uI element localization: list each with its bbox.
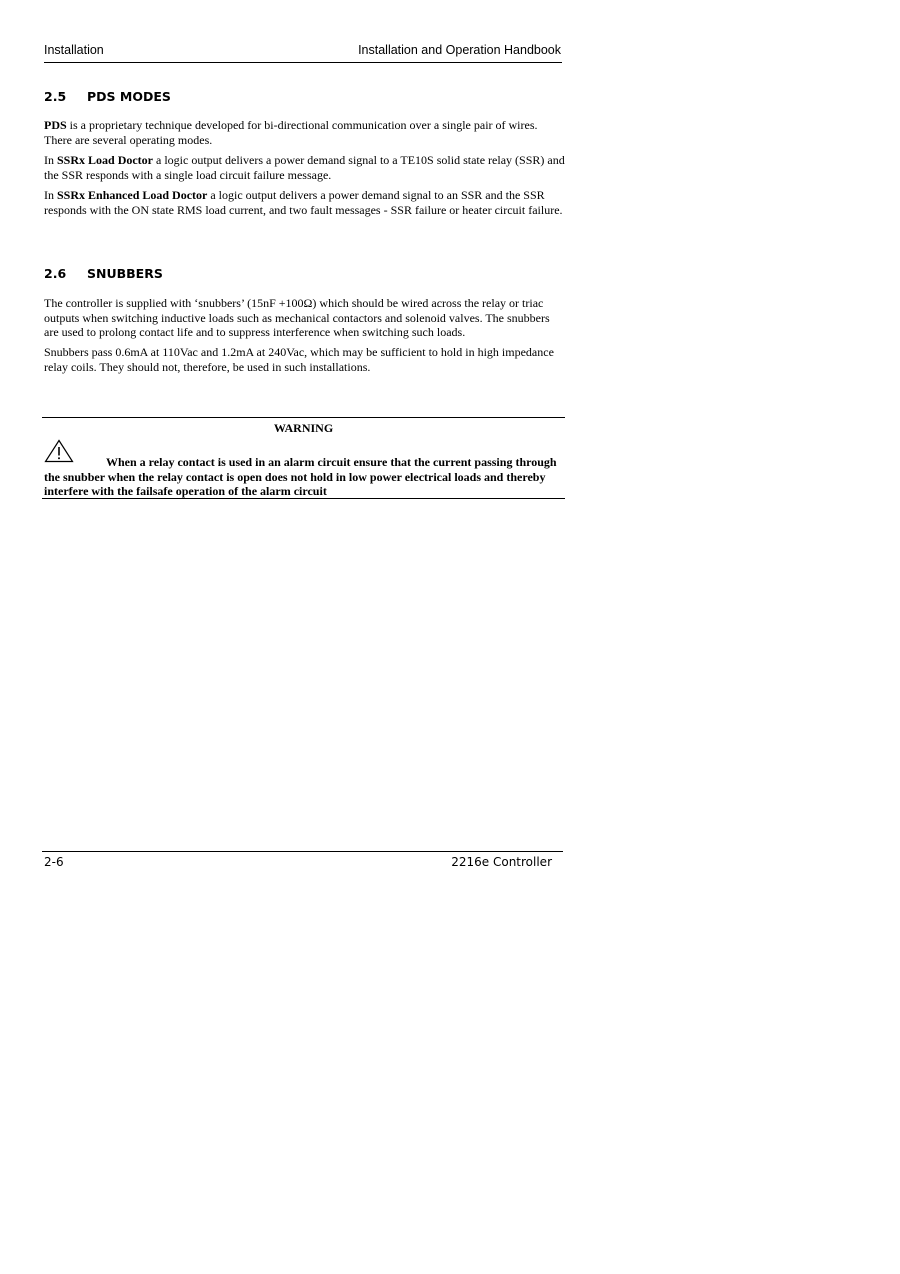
warning-bottom-rule — [42, 498, 565, 499]
ssrx-load-doctor-term: SSRx Load Doctor — [57, 153, 154, 167]
pds-paragraph-2 — [44, 153, 566, 182]
pds-paragraph-2-prefix: In — [44, 153, 57, 167]
warning-text-body: When a relay contact is used in an alarm circuit ensure that the current passing through the snubber when the relay contact is open does not hold in low power electrical loads and thereby interfere with the failsafe operation of the alarm circuit — [44, 455, 557, 499]
ssrx-enhanced-load-doctor-term: SSRx Enhanced Load Doctor — [57, 188, 208, 202]
section-title: SNUBBERS — [87, 266, 163, 281]
header-right-text: Installation and Operation Handbook — [358, 43, 561, 57]
header-left-text: Installation — [44, 43, 104, 57]
pds-paragraph-1-text: is a proprietary technique developed for bi-directional communication over a single pair of wires. There are several operating modes. — [44, 118, 538, 147]
warning-title: WARNING — [273, 421, 334, 435]
footer-product-name: 2216e Controller — [451, 855, 552, 869]
warning-top-rule — [42, 417, 565, 418]
pds-paragraph-3-prefix: In — [44, 188, 57, 202]
pds-paragraph-1 — [44, 118, 566, 147]
snubbers-paragraph-2: Snubbers pass 0.6mA at 110Vac and 1.2mA at 240Vac, which may be sufficient to hold in high impedance relay coils. They should not, therefore, be used in such installations. — [44, 345, 554, 374]
section-title: PDS MODES — [87, 89, 171, 104]
section-number: 2.6 — [44, 266, 67, 281]
section-number: 2.5 — [44, 89, 67, 104]
section-heading-snubbers — [44, 266, 163, 281]
footer-rule — [42, 851, 563, 852]
pds-paragraph-3-text: a logic output delivers a power demand signal to an SSR and the SSR responds with the ON state RMS load current, and two fault messages - SSR failure or heater circuit failure. — [44, 188, 563, 217]
section-heading-pds — [44, 89, 171, 104]
pds-paragraph-2-text: a logic output delivers a power demand signal to a TE10S solid state relay (SSR) and the SSR responds with a single load circuit failure message. — [44, 153, 565, 182]
pds-paragraph-3 — [44, 188, 566, 217]
pds-term: PDS — [44, 118, 67, 132]
page-number: 2-6 — [44, 855, 64, 869]
warning-text — [44, 455, 566, 499]
snubbers-paragraph-1: The controller is supplied with ‘snubbers’ (15nF +100Ω) which should be wired across the relay or triac outputs when switching inductive loads such as mechanical contactors and solenoid valves. The snubbers are used to prolong contact life and to suppress interference when switching such loads. — [44, 296, 550, 340]
header-rule — [44, 62, 562, 63]
